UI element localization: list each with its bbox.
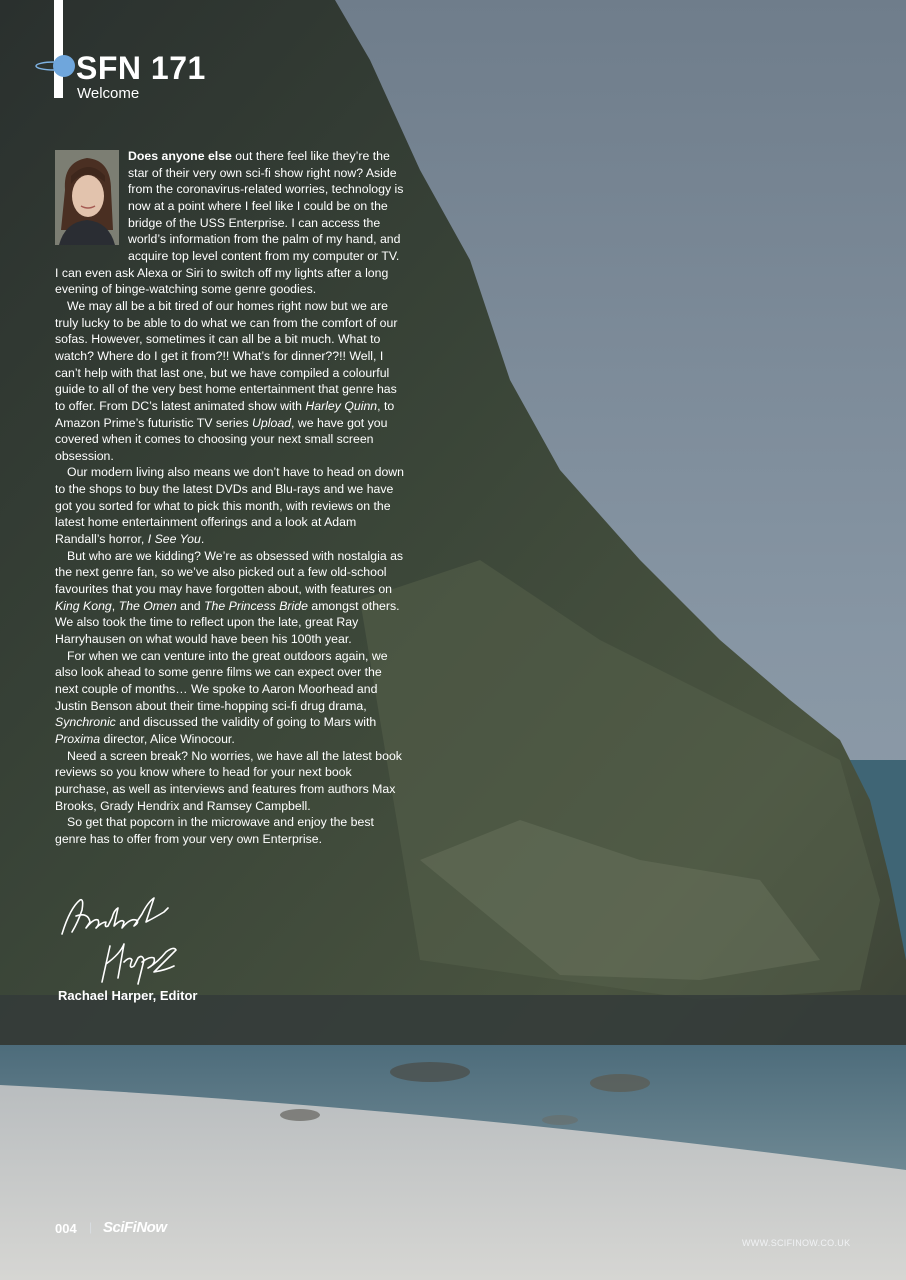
magazine-logo: SciFiNow	[103, 1219, 167, 1236]
letter-text: We may all be a bit tired of our homes right now but we are truly lucky to be able to do what we can from the comfort of our sofas. However, sometimes it can all be a bit much. What to watch? Where do I get it from?!! What’s for dinner??!! Well, I can’t help with that last one, but we have compiled a colourful guide to all of the very best home entertainment that genre has to offer. From DC’s latest animated show with	[55, 298, 398, 413]
letter-text: .	[200, 532, 205, 547]
editor-signoff: Rachael Harper, Editor	[58, 988, 198, 1003]
film-title: Synchronic	[55, 715, 116, 730]
planet-logo-icon	[34, 54, 82, 78]
film-title: The Princess Bride	[204, 598, 308, 613]
photo-wrap-spacer	[55, 148, 128, 248]
letter-paragraph-6: Need a screen break? No worries, we have all the latest book reviews so you know where to head for your next book purchase, as well as interviews and features from authors Max Brooks, Grady Hendrix and Ramsey Campbell.	[55, 748, 402, 813]
editor-signature	[58, 888, 188, 988]
page-number: 004	[55, 1221, 77, 1236]
letter-text: amongst others. We also took the time to reflect upon the late, great Ray Harryhausen on what would have been his 100th year.	[55, 598, 400, 647]
letter-paragraph-1	[55, 148, 405, 298]
show-title: Harley Quinn	[305, 398, 378, 413]
letter-paragraph-4	[55, 548, 405, 648]
film-title: The Omen	[118, 598, 177, 613]
letter-paragraph-7: So get that popcorn in the microwave and enjoy the best genre has to offer from your very own Enterprise.	[55, 815, 374, 846]
header-accent-bar	[54, 0, 63, 98]
letter-text: , to Amazon Prime’s futuristic TV series	[55, 398, 395, 430]
letter-text: director, Alice Winocour.	[100, 731, 235, 746]
letter-paragraph-3	[55, 464, 405, 547]
show-title: Upload	[252, 415, 292, 430]
section-subtitle: Welcome	[77, 85, 140, 102]
film-title: King Kong	[55, 598, 112, 613]
letter-text: ,	[111, 598, 119, 613]
editor-letter	[55, 148, 405, 848]
letter-text: For when we can venture into the great outdoors again, we also look ahead to some genre films we can expect over the next couple of months… We spoke to Aaron Moorhead and Justin Benson about their time-hopping sci-fi drug drama,	[55, 648, 388, 713]
website-url: WWW.SCIFINOW.CO.UK	[742, 1238, 851, 1248]
letter-paragraph-5	[55, 648, 405, 748]
letter-text: and	[176, 598, 205, 613]
letter-paragraph-2	[55, 298, 405, 465]
letter-text: and discussed the validity of going to Mars with	[115, 715, 377, 730]
footer-separator: |	[89, 1220, 93, 1234]
letter-text: Our modern living also means we don’t have to head on down to the shops to buy the latest DVDs and Blu-rays and we have got you sorted for what to pick this month, with reviews on the latest home entertainment offerings and a look at Adam Randall’s horror,	[55, 465, 404, 547]
letter-text: out there feel like they’re the star of their very own sci-fi show right now? Aside from the coronavirus-related worries, technology is now at a point where I feel like I could be on the bridge of the USS Enterprise. I can access the world’s information from the palm of my hand, and acquire top level content from my computer or TV. I can even ask Alexa or Siri to switch off my lights after a long evening of binge-watching some genre goodies.	[55, 149, 404, 297]
issue-title: SFN 171	[76, 50, 206, 86]
film-title: Proxima	[55, 731, 101, 746]
film-title: I See You	[147, 532, 201, 547]
letter-text: But who are we kidding? We’re as obsessed with nostalgia as the next genre fan, so we’ve also picked out a few old-school favourites that you may have forgotten about, with features on	[55, 548, 404, 597]
letter-lead-in: Does anyone else	[128, 149, 232, 163]
letter-text: , we have got you covered when it comes to choosing your next small screen obsession.	[55, 415, 388, 463]
